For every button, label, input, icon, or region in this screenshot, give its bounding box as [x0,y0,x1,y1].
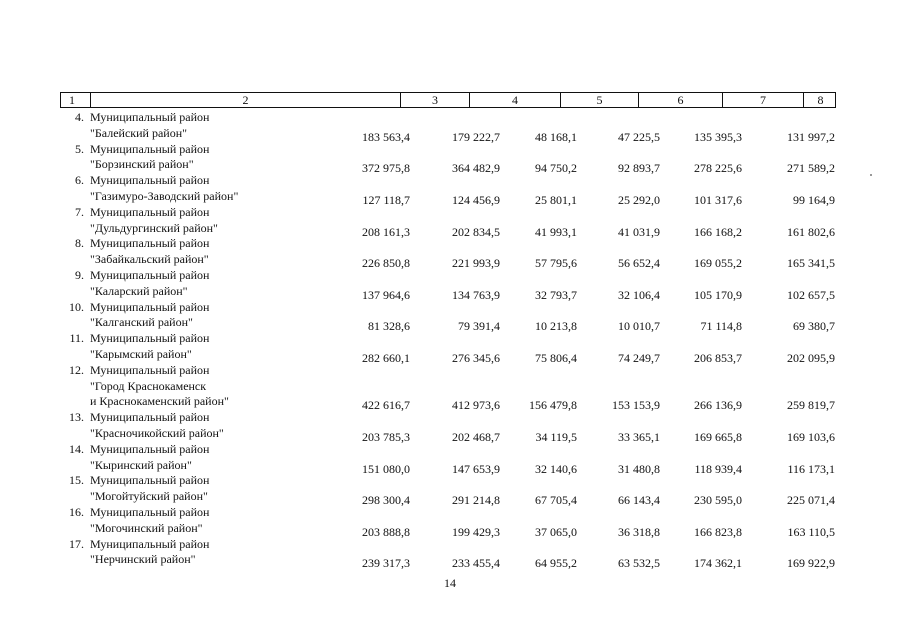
row-number: 10. [69,299,84,314]
value-col-5: 32 140,6 [535,461,577,476]
value-col-8: 202 095,9 [787,350,835,365]
value-col-6: 10 010,7 [618,319,660,334]
value-col-3: 203 785,3 [362,429,410,444]
value-col-7: 174 362,1 [694,556,742,571]
value-col-3: 203 888,8 [362,524,410,539]
table-row [0,472,905,508]
row-name-line: Муниципальный район [90,441,210,456]
table-row [0,172,905,207]
row-name-line: Муниципальный район [90,331,210,346]
row-name-line: "Калганский район" [90,315,193,330]
row-number: 15. [69,473,84,488]
row-number: 12. [69,362,84,377]
row-name-line: "Забайкальский район" [90,252,209,267]
table-row [0,109,905,144]
row-name-line: "Карымский район" [90,346,192,361]
row-number: 8. [75,236,84,251]
value-col-6: 74 249,7 [618,350,660,365]
value-col-4: 233 455,4 [452,556,500,571]
value-col-7: 278 225,6 [694,161,742,176]
value-col-6: 41 031,9 [618,224,660,239]
row-name-line: Муниципальный район [90,536,210,551]
value-col-6: 31 480,8 [618,461,660,476]
value-col-4: 276 345,6 [452,350,500,365]
table-row [0,409,905,444]
row-name-line: "Дульдургинский район" [90,220,218,235]
value-col-7: 169 665,8 [694,429,742,444]
row-name-line: "Балейский район" [90,125,188,140]
value-col-8: 259 819,7 [787,398,835,413]
value-col-5: 41 993,1 [535,224,577,239]
row-name-line: "Газимуро-Заводский район" [90,188,239,203]
value-col-8: 169 922,9 [787,556,835,571]
row-name-line: "Город Краснокаменск [90,378,207,393]
row-name-line: "Могочинский район" [90,520,203,535]
value-col-4: 147 653,9 [452,461,500,476]
value-col-3: 137 964,6 [362,287,410,302]
row-name-line: "Нерчинский район" [90,552,196,567]
row-name-line: "Каларский район" [90,283,188,298]
row-name-line: Муниципальный район [90,173,210,188]
value-col-7: 135 395,3 [694,129,742,144]
header-col-1: 1 [61,93,91,107]
value-col-7: 101 317,6 [694,192,742,207]
scan-speck [870,174,872,176]
value-col-5: 67 705,4 [535,493,577,508]
value-col-8: 169 103,6 [787,429,835,444]
value-col-3: 81 328,6 [368,319,410,334]
value-col-7: 71 114,8 [700,319,742,334]
row-name-line: Муниципальный район [90,268,210,282]
table-row [0,536,905,571]
table-row [0,141,905,176]
value-col-6: 25 292,0 [618,192,660,207]
table-row [0,362,905,413]
value-col-5: 32 793,7 [535,287,577,302]
table-header [60,92,836,108]
value-col-8: 225 071,4 [787,493,835,508]
value-col-5: 34 119,5 [535,429,577,444]
value-col-4: 202 834,5 [452,224,500,239]
value-col-4: 179 222,7 [452,129,500,144]
table-row [0,441,905,476]
value-col-4: 364 482,9 [452,161,500,176]
value-col-6: 153 153,9 [612,398,660,413]
row-number: 13. [69,410,84,425]
page-number: 14 [444,576,456,590]
value-col-6: 92 893,7 [618,161,660,176]
header-col-4: 4 [470,93,561,107]
value-col-8: 131 997,2 [787,129,835,144]
row-name-line: "Красночикойский район" [90,425,224,440]
row-number: 5. [75,141,84,156]
value-col-7: 105 170,9 [694,287,742,302]
value-col-7: 166 823,8 [694,524,742,539]
row-number: 17. [69,536,84,551]
value-col-7: 169 055,2 [694,256,742,271]
table-row [0,204,905,239]
value-col-5: 94 750,2 [535,161,577,176]
row-name-line: Муниципальный район [90,141,210,156]
value-col-5: 156 479,8 [529,398,577,413]
row-name-line: Муниципальный район [90,505,210,519]
value-col-5: 25 801,1 [535,192,577,207]
value-col-7: 230 595,0 [694,493,742,508]
header-col-7: 7 [723,93,804,107]
value-col-8: 163 110,5 [787,524,835,539]
value-col-4: 134 763,9 [452,287,500,302]
header-col-3: 3 [401,93,470,107]
row-name-line: "Борзинский район" [90,157,194,172]
value-col-6: 63 532,5 [618,556,660,571]
row-number: 7. [75,204,84,219]
value-col-8: 102 657,5 [787,287,835,302]
value-col-3: 422 616,7 [362,398,410,413]
value-col-3: 151 080,0 [362,461,410,476]
value-col-5: 64 955,2 [535,556,577,571]
row-number: 16. [69,505,84,519]
value-col-3: 282 660,1 [362,350,410,365]
value-col-8: 165 341,5 [787,256,835,271]
value-col-4: 291 214,8 [452,493,500,508]
row-name-line: Муниципальный район [90,204,210,219]
row-name-line: Муниципальный район [90,362,210,377]
row-name-line: Муниципальный район [90,299,210,314]
value-col-3: 372 975,8 [362,161,410,176]
value-col-6: 56 652,4 [618,256,660,271]
row-name-line: Муниципальный район [90,473,210,488]
row-name-line: Муниципальный район [90,236,210,251]
value-col-5: 75 806,4 [535,350,577,365]
value-col-7: 266 136,9 [694,398,742,413]
header-col-6: 6 [639,93,723,107]
row-number: 4. [75,110,84,124]
row-name-line: Муниципальный район [90,110,210,124]
value-col-4: 199 429,3 [452,524,500,539]
value-col-4: 202 468,7 [452,429,500,444]
value-col-8: 99 164,9 [793,192,835,207]
table-row [0,235,905,271]
value-col-3: 183 563,4 [362,129,410,144]
row-number: 14. [69,441,84,456]
value-col-3: 239 317,3 [362,556,410,571]
table-row [0,267,905,302]
value-col-5: 48 168,1 [535,129,577,144]
value-col-8: 116 173,1 [787,461,835,476]
value-col-6: 33 365,1 [618,429,660,444]
table-row [0,330,905,365]
header-col-2: 2 [91,93,401,107]
value-col-8: 69 380,7 [793,319,835,334]
row-name-line: "Кыринский район" [90,457,192,472]
header-col-5: 5 [561,93,639,107]
value-col-8: 161 802,6 [787,224,835,239]
row-name-line: "Могойтуйский район" [90,489,208,504]
value-col-6: 32 106,4 [618,287,660,302]
value-col-7: 206 853,7 [694,350,742,365]
value-col-3: 226 850,8 [362,256,410,271]
value-col-4: 412 973,6 [452,398,500,413]
value-col-6: 36 318,8 [618,524,660,539]
value-col-4: 221 993,9 [452,256,500,271]
header-col-8: 8 [817,93,824,107]
value-col-6: 66 143,4 [618,493,660,508]
row-number: 11. [69,331,84,346]
value-col-4: 124 456,9 [452,192,500,207]
value-col-3: 208 161,3 [362,224,410,239]
value-col-4: 79 391,4 [458,319,500,334]
row-name-line: Муниципальный район [90,410,210,425]
value-col-3: 298 300,4 [362,493,410,508]
table-row [0,299,905,334]
table-row [0,504,905,539]
value-col-7: 166 168,2 [694,224,742,239]
value-col-8: 271 589,2 [787,161,835,176]
row-number: 6. [75,173,84,188]
value-col-5: 37 065,0 [535,524,577,539]
value-col-7: 118 939,4 [694,461,742,476]
row-name-line: и Краснокаменский район" [90,394,229,409]
row-number: 9. [75,268,84,282]
value-col-3: 127 118,7 [362,192,410,207]
value-col-5: 57 795,6 [535,256,577,271]
value-col-5: 10 213,8 [535,319,577,334]
value-col-6: 47 225,5 [618,129,660,144]
